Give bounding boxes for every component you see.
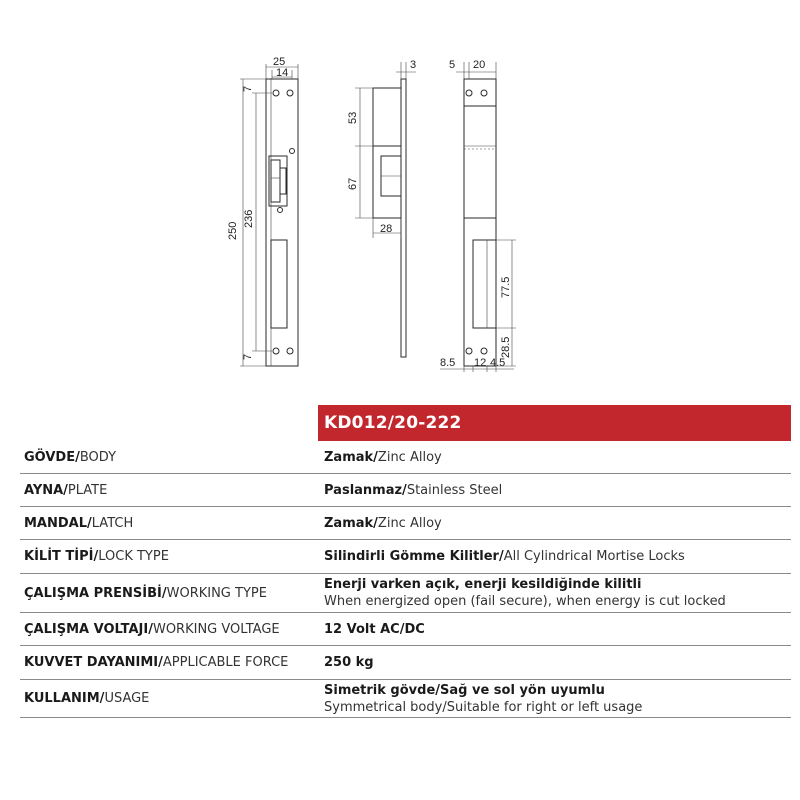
- strike-slot: [271, 240, 287, 328]
- spec-row: [20, 680, 791, 718]
- spec-label-tr: ÇALIŞMA VOLTAJI/: [24, 621, 153, 637]
- side-view: [347, 59, 416, 357]
- screw-hole-icon: [481, 348, 487, 354]
- dim-total-length: 250: [227, 221, 239, 240]
- spec-value: [318, 482, 791, 499]
- dim-side-depth: 28: [380, 223, 393, 235]
- spec-value: [318, 576, 791, 610]
- spec-label-tr: KİLİT TİPİ/: [24, 549, 99, 564]
- dim-front-width: 25: [273, 56, 286, 68]
- spec-value-tr: 12 Volt AC/DC: [324, 621, 425, 637]
- spec-label: [20, 483, 318, 498]
- spec-label: [20, 549, 318, 564]
- spec-row: [20, 613, 791, 646]
- product-code-header: KD012/20-222: [318, 405, 791, 441]
- back-view: [440, 59, 516, 372]
- dim-back-right: 4.5: [490, 357, 506, 369]
- spec-value: [318, 654, 791, 671]
- spec-table: [20, 441, 791, 718]
- spec-row: [20, 646, 791, 680]
- dim-side-lower: 67: [347, 177, 359, 190]
- spec-value-en: All Cylindrical Mortise Locks: [503, 549, 685, 564]
- spec-label-en: USAGE: [104, 691, 150, 706]
- spec-row: [20, 574, 791, 613]
- spec-value-tr: 250 kg: [324, 655, 374, 670]
- spec-label: [20, 450, 318, 465]
- screw-hole-icon: [273, 90, 279, 96]
- spec-value-sub: Symmetrical body/Suitable for right or left usage: [324, 699, 643, 715]
- front-view: [227, 56, 298, 366]
- spec-label-tr: AYNA/: [24, 482, 68, 498]
- back-slot: [473, 240, 496, 328]
- spec-label-en: LATCH: [91, 515, 134, 531]
- adjust-screw-icon: [290, 149, 295, 154]
- spec-row: [20, 507, 791, 540]
- spec-label: [20, 655, 318, 670]
- dim-back-mid: 12: [474, 357, 487, 369]
- spec-value-tr: Silindirli Gömme Kilitler/: [324, 549, 504, 564]
- side-plate-outline: [401, 79, 406, 357]
- spec-value-tr: Paslanmaz/: [324, 482, 407, 498]
- spec-label-en: LOCK TYPE: [98, 549, 169, 564]
- spec-value: [318, 621, 791, 638]
- spec-value-tr: Zamak/: [324, 449, 378, 465]
- dimension-drawing-svg: [0, 0, 800, 390]
- spec-value-tr: Zamak/: [324, 515, 378, 531]
- spec-label-tr: KULLANIM/: [24, 691, 105, 706]
- spec-label: [20, 691, 318, 706]
- spec-value: [318, 515, 791, 532]
- spec-label-tr: GÖVDE/: [24, 449, 80, 465]
- spec-label: [20, 586, 318, 601]
- screw-hole-icon: [481, 90, 487, 96]
- spec-value-en: Stainless Steel: [406, 482, 503, 498]
- spec-label-en: WORKING TYPE: [166, 585, 267, 601]
- screw-hole-icon: [287, 348, 293, 354]
- spec-value-tr: Enerji varken açık, enerji kesildiğinde kilitli: [324, 577, 642, 592]
- spec-value: [318, 682, 791, 716]
- dim-front-inner: 14: [276, 67, 289, 79]
- spec-row: [20, 540, 791, 574]
- back-plate-outline: [464, 79, 496, 366]
- dim-bottom-offset: 7: [242, 353, 254, 360]
- screw-hole-icon: [466, 90, 472, 96]
- dim-side-thickness: 3: [410, 59, 417, 71]
- spec-row: [20, 474, 791, 507]
- spec-value: [318, 449, 791, 466]
- spec-value-sub: When energized open (fail secure), when energy is cut locked: [324, 594, 726, 609]
- spec-row: [20, 441, 791, 474]
- spec-label-en: APPLICABLE FORCE: [162, 655, 289, 670]
- spec-value-tr: Simetrik gövde/Sağ ve sol yön uyumlu: [324, 682, 605, 698]
- spec-value-en: Zinc Alloy: [377, 515, 442, 531]
- spec-label: [20, 516, 318, 531]
- dim-hole-span: 236: [243, 209, 255, 228]
- dim-back-left: 8.5: [440, 357, 456, 369]
- adjust-screw-icon: [278, 208, 283, 213]
- screw-hole-icon: [466, 348, 472, 354]
- latch-mechanism: [269, 156, 287, 206]
- spec-label-en: BODY: [79, 449, 117, 465]
- spec-label-tr: ÇALIŞMA PRENSİBİ/: [24, 585, 167, 601]
- spec-value: [318, 548, 791, 565]
- dim-back-bottom: 28.5: [500, 336, 512, 358]
- technical-drawing: [0, 0, 800, 390]
- screw-hole-icon: [287, 90, 293, 96]
- spec-label-tr: MANDAL/: [24, 515, 92, 531]
- dim-back-width: 20: [473, 59, 486, 71]
- dim-back-slot-length: 77.5: [500, 276, 512, 298]
- dim-side-upper: 53: [347, 111, 359, 124]
- dim-back-offset: 5: [449, 59, 456, 71]
- spec-label-en: WORKING VOLTAGE: [152, 621, 280, 637]
- spec-label-en: PLATE: [67, 482, 108, 498]
- spec-label: [20, 622, 318, 637]
- screw-hole-icon: [273, 348, 279, 354]
- dim-top-offset: 7: [242, 85, 254, 92]
- spec-label-tr: KUVVET DAYANIMI/: [24, 655, 163, 670]
- spec-value-en: Zinc Alloy: [377, 449, 442, 465]
